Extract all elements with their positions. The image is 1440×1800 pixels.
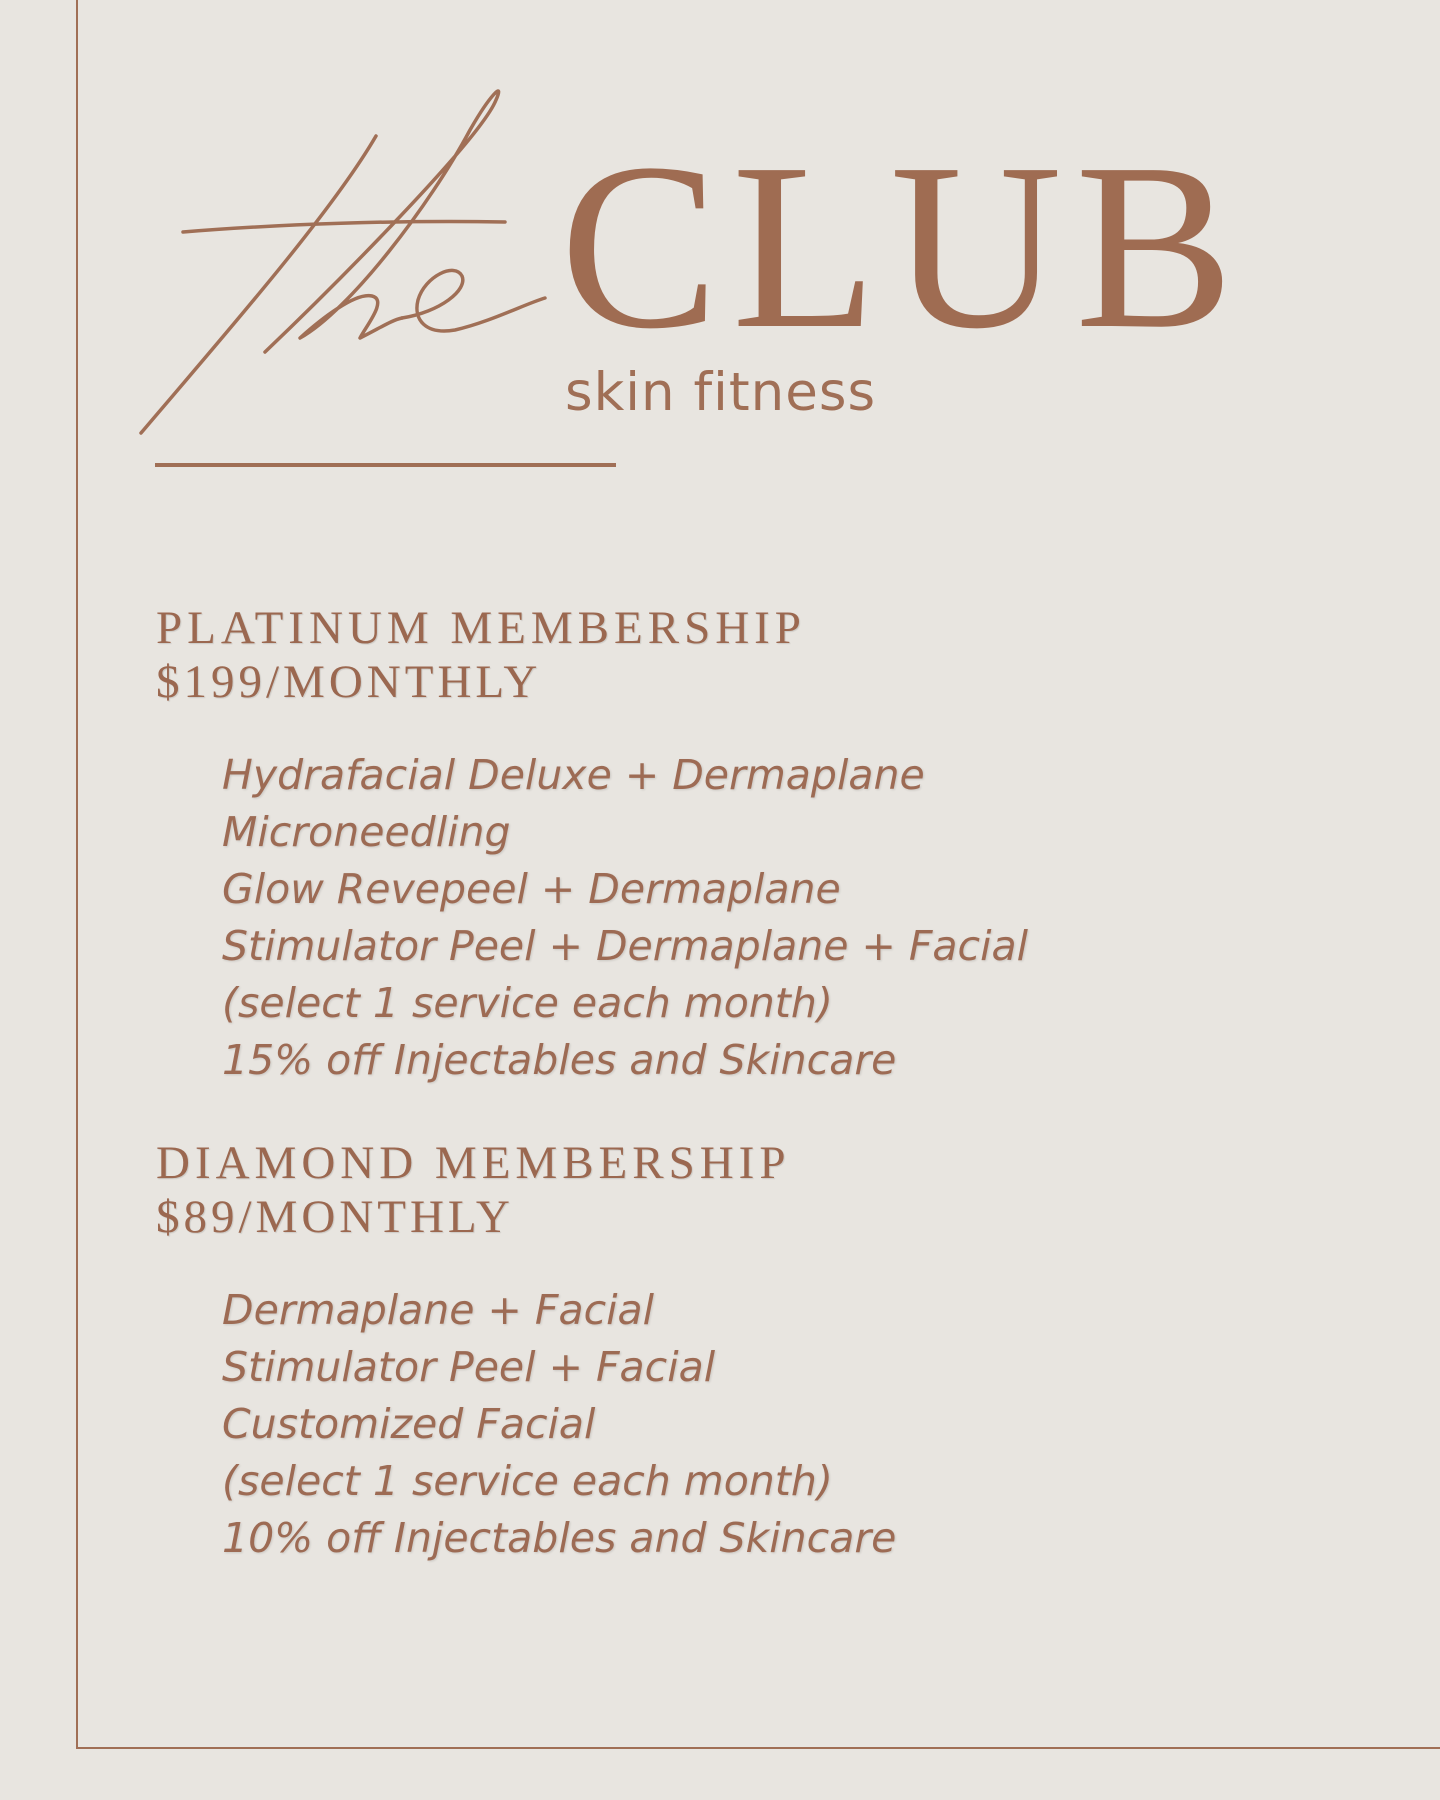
service-item: Dermaplane + Facial xyxy=(222,1286,655,1334)
membership-price: $89/MONTHLY xyxy=(156,1191,514,1243)
service-item: Stimulator Peel + Dermaplane + Facial xyxy=(222,922,1029,970)
discount-item: 15% off Injectables and Skincare xyxy=(222,1036,897,1084)
platinum-membership-section xyxy=(156,601,1028,1089)
service-item: Hydrafacial Deluxe + Dermaplane xyxy=(222,751,925,799)
service-item: Customized Facial xyxy=(222,1400,596,1448)
service-item: Stimulator Peel + Facial xyxy=(222,1343,716,1391)
diamond-membership-section xyxy=(156,1136,896,1567)
frame-border-bottom xyxy=(76,1747,1440,1749)
membership-title: DIAMOND MEMBERSHIP xyxy=(156,1137,791,1189)
service-note: (select 1 service each month) xyxy=(222,979,833,1027)
membership-title: PLATINUM MEMBERSHIP xyxy=(156,602,806,654)
brand-tagline: skin fitness xyxy=(565,362,877,423)
service-list xyxy=(222,747,1028,1089)
brand-title: CLUB xyxy=(560,115,1247,378)
service-note: (select 1 service each month) xyxy=(222,1457,833,1505)
service-item: Microneedling xyxy=(222,808,511,856)
service-item: Glow Revepeel + Dermaplane xyxy=(222,865,841,913)
header-divider xyxy=(155,463,616,467)
membership-price: $199/MONTHLY xyxy=(156,656,542,708)
service-list xyxy=(222,1282,896,1567)
discount-item: 10% off Injectables and Skincare xyxy=(222,1514,897,1562)
